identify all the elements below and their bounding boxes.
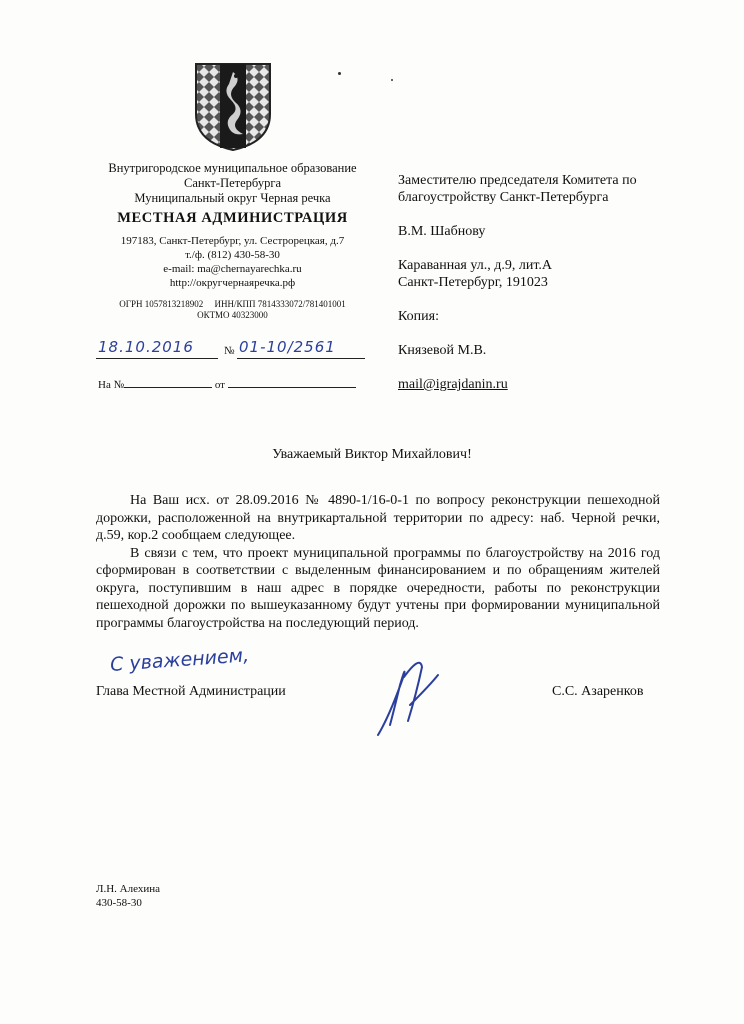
outgoing-number: 01-10/2561 (239, 338, 336, 356)
addressee-block (398, 172, 698, 393)
oktmo-code: ОКТМО 40323000 (197, 310, 268, 320)
admin-title: МЕСТНАЯ АДМИНИСТРАЦИЯ (117, 210, 348, 226)
letter-body (96, 492, 660, 632)
addressee-street: Караванная ул., д.9, лит.А (398, 258, 553, 273)
scan-speck (338, 72, 341, 75)
incoming-number-label: На № (98, 379, 125, 391)
executor-name: Л.Н. Алехина (96, 883, 160, 895)
sender-address: 197183, Санкт-Петербург, ул. Сестрорецкая, д.7 (120, 235, 345, 247)
sender-header (80, 161, 385, 321)
org-line-2: Санкт-Петербурга (183, 176, 281, 190)
ogrn-code: ОГРН 1057813218902 (119, 299, 204, 309)
outgoing-number-label: № (224, 345, 235, 357)
addressee-line-2: благоустройству Санкт-Петербурга (398, 190, 609, 205)
org-line-1: Внутригородское муниципальное образование (108, 161, 357, 175)
addressee-city: Санкт-Петербург, 191023 (398, 275, 548, 290)
copy-name: Князевой М.В. (398, 343, 487, 358)
copy-label: Копия: (398, 309, 439, 324)
incoming-from-label: от (214, 379, 225, 391)
date-underline (96, 358, 218, 359)
copy-email-link[interactable]: mail@igrajdanin.ru (398, 377, 508, 392)
scan-speck (391, 79, 393, 81)
sender-phone: т./ф. (812) 430-58-30 (185, 249, 280, 261)
salutation: Уважаемый Виктор Михайлович! (272, 447, 472, 462)
addressee-line-1: Заместителю председателя Комитета по (398, 173, 637, 188)
executor-phone: 430-58-30 (96, 897, 142, 909)
sender-email: e-mail: ma@chernayarechka.ru (163, 263, 302, 275)
number-underline (237, 358, 365, 359)
incoming-number-blank (124, 377, 212, 388)
addressee-name: В.М. Шабнову (398, 224, 486, 239)
executor-footer (96, 882, 160, 910)
complimentary-close: С уважением, (109, 644, 250, 676)
org-line-3: Муниципальный округ Черная речка (134, 191, 331, 205)
body-paragraph-1: На Ваш исх. от 28.09.2016 № 4890-1/16-0-1 по вопросу реконструкции пешеходной дорожки, расположенной на внутрикартальной территории по адресу: наб. Черной речки, д.59, кор.2 сообщаем следующее. (96, 493, 660, 543)
inn-code: ИНН/КПП 7814333072/781401001 (214, 299, 346, 309)
outgoing-registration (96, 340, 366, 364)
signatory-name: С.С. Азаренков (552, 684, 644, 699)
incoming-reference (98, 377, 368, 391)
outgoing-date: 18.10.2016 (98, 338, 194, 356)
body-paragraph-2: В связи с тем, что проект муниципальной программы по благоустройству на 2016 год сформирован в соответствии с выделенным финансированием и по обращениям жителей округа, поступившим в наш адрес в порядке очередности, работы по реконструкции пешеходной дорожки по вышеуказанному будут учтены при формировании муниципальной программы благоустройства на последующий период. (96, 545, 660, 631)
handwritten-signature-icon (360, 655, 450, 745)
signatory-position: Глава Местной Администрации (96, 684, 286, 699)
coat-of-arms-icon (194, 62, 272, 152)
incoming-date-blank (228, 377, 356, 388)
sender-website: http://округчернаяречка.рф (169, 277, 296, 289)
